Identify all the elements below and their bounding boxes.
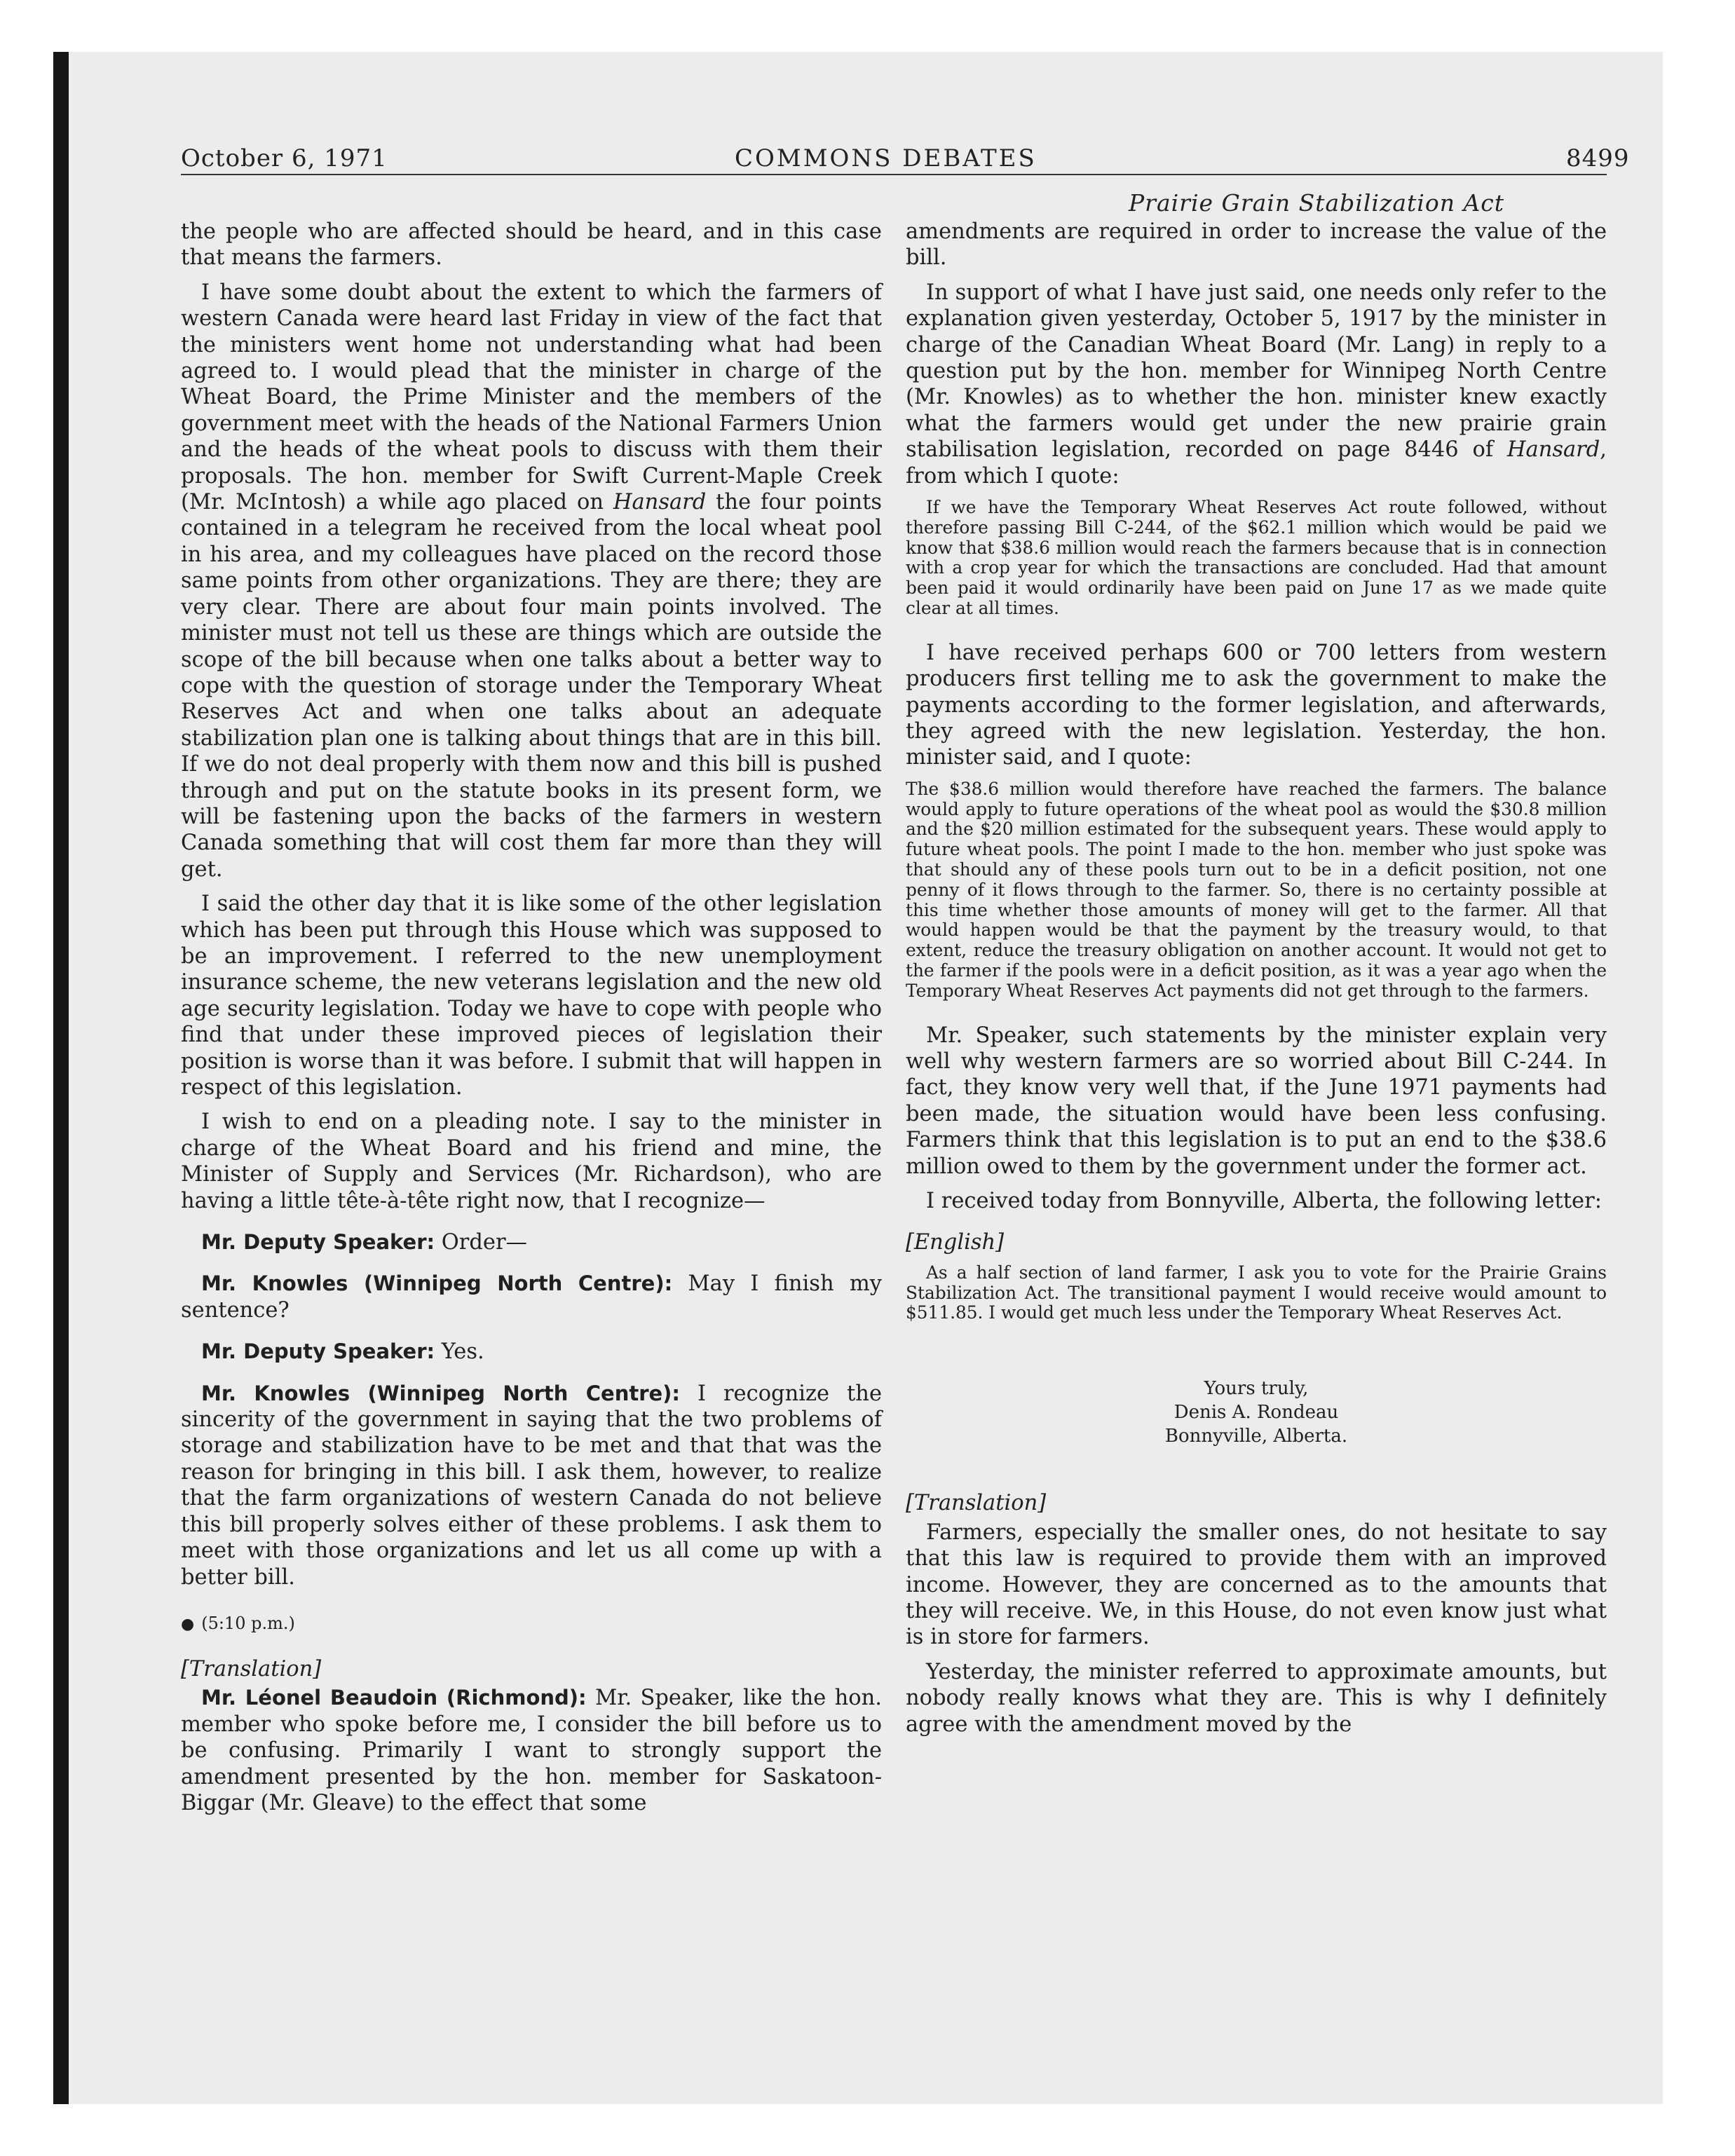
letter-quote: As a half section of land farmer, I ask you to vote for the Prairie Grains Stabilization Act. The transitional payment I would receive would amount to $511.85. I would get much less under the Temporary Wheat Reserves Act. — [906, 1262, 1607, 1323]
paragraph: Mr. Speaker, such statements by the minister explain very well why western farmers are so worried about Bill C-244. In fact, they know very well that, if the June 1971 payments had been made, the situation would have been less confusing. Farmers think that this legislation is to put an end to the $38.6 million owed to them by the government under the former act. — [906, 1023, 1607, 1179]
text-run: the four points contained in a telegram he received from the local wheat pool in his area, and my colleagues have placed on the record those same points from other organizations. They are there; they are very clear. There are about four main points involved. The minister must not tell us these are things which are outside the scope of the bill because when one talks about a better way to cope with the question of storage under the Temporary Wheat Reserves Act and when one talks about an adequate stabilization plan one is talking about things that are in this bill. If we do not deal properly with them now and this bill is pushed through and put on the statute books in its present form, we will be fastening upon the backs of the farmers in western Canada something that will cost them far more than they will get. — [181, 490, 882, 882]
paragraph: I have received perhaps 600 or 700 letters from western producers first telling me to ask the government to make the payments according to the former legislation, and afterwards, they agreed with the new legislation. Yesterday, the hon. minister said, and I quote: — [906, 640, 1607, 770]
header-page-number: 8499 — [1566, 144, 1630, 172]
signoff-name: Denis A. Rondeau — [1173, 1402, 1339, 1424]
speaker-name: Mr. Knowles (Winnipeg North Centre): — [201, 1381, 681, 1405]
time-marker — [181, 1613, 882, 1635]
header-date: October 6, 1971 — [181, 144, 388, 172]
signoff-place: Bonnyville, Alberta. — [1164, 1426, 1348, 1447]
text-run: , from which I quote: — [906, 437, 1607, 489]
block-quote: If we have the Temporary Wheat Reserves Act route followed, without therefore passing Bill C-244, of the $62.1 million which would be paid we know that $38.6 million would reach the farmers because that is in connection with a crop year for which the transactions are concluded. Had that amount been paid it would ordinarily have been paid on June 17 as we made quite clear at all times. — [906, 497, 1607, 619]
speaker-name: Mr. Deputy Speaker: — [201, 1230, 435, 1255]
text-run: In support of what I have just said, one needs only refer to the explanation given yesterday, October 5, 1917 by the minister in charge of the Canadian Wheat Board (Mr. Lang) in reply to a question put by the hon. member for Winnipeg North Centre (Mr. Knowles) as to whether the hon. minister knew exactly what the farmers would get under the new prairie grain stabilisation legislation, recorded on page 8446 of — [906, 280, 1607, 463]
book-spine-edge — [53, 52, 69, 2104]
header-title: COMMONS DEBATES — [735, 144, 1037, 172]
translation-label: [Translation] — [906, 1491, 1047, 1516]
speaker-name: Mr. Léonel Beaudoin (Richmond): — [201, 1686, 587, 1710]
running-head: Prairie Grain Stabilization Act — [1128, 189, 1505, 217]
speech-text: Mr. Speaker, like the hon. member who spoke before me, I consider the bill before us to be confusing. Primarily I want to strongly support the amendment presented by the hon. member for Saskatoon-Biggar (Mr. Gleave) to the effect that some — [181, 1686, 882, 1815]
header-rule — [181, 174, 1607, 175]
speech — [181, 1339, 882, 1365]
letter-signoff — [906, 1377, 1607, 1448]
paragraph: amendments are required in order to increase the value of the bill. — [906, 219, 1607, 271]
paragraph: I wish to end on a pleading note. I say to the minister in charge of the Wheat Board and his friend and mine, the Minister of Supply and Services (Mr. Richardson), who are having a little tête-à-tête right now, that I recognize— — [181, 1110, 882, 1213]
speech-text: May I finish my sentence? — [181, 1271, 882, 1323]
right-column — [906, 219, 1607, 1746]
speech-text: Order— — [435, 1230, 528, 1255]
document-page — [69, 52, 1663, 2104]
translation-label: [Translation] — [181, 1656, 322, 1681]
speech-text: Yes. — [435, 1339, 484, 1365]
paragraph: the people who are affected should be heard, and in this case that means the farmers. — [181, 219, 882, 271]
paragraph: I said the other day that it is like some of the other legislation which has been put through this House which was supposed to be an improvement. I referred to the new unemployment insurance scheme, the new veterans legislation and the new old age security legislation. Today we have to cope with people who find that under these improved pieces of legislation their position is worse than it was before. I submit that will happen in respect of this legislation. — [181, 892, 882, 1100]
left-column — [181, 219, 882, 1824]
speech — [181, 1229, 882, 1255]
speech-text: I recognize the sincerity of the government in saying that the two problems of storage and stabilization have to be met and that that was the reason for bringing in this bill. I ask them, however, to realize that the farm organizations of western Canada do not believe this bill properly solves either of these problems. I ask them to meet with those organizations and let us all come up with a better bill. — [181, 1381, 882, 1590]
speaker-name: Mr. Deputy Speaker: — [201, 1339, 435, 1364]
signoff-closing: Yours truly, — [1204, 1378, 1309, 1400]
paragraph: Yesterday, the minister referred to approximate amounts, but nobody really knows what they are. This is why I definitely agree with the amendment moved by the — [906, 1659, 1607, 1737]
speech — [181, 1271, 882, 1323]
block-quote: The $38.6 million would therefore have reached the farmers. The balance would apply to future operations of the wheat pool as would the $30.8 million and the $20 million estimated for the subsequent years. These would apply to future wheat pools. The point I made to the hon. member who just spoke was that should any of these pools turn out to be in a deficit position, not one penny of it flows through to the farmer. So, there is no certainty possible at this time whether those amounts of money will get to the farmer. All that would happen would be that the payment by the treasury would, to that extent, reduce the treasury obligation on another account. It would not get to the farmer if the pools were in a deficit position, as it was a year ago when the Temporary Wheat Reserves Act payments did not get through to the farmers. — [906, 778, 1607, 1001]
text-run: I have some doubt about the extent to which the farmers of western Canada were heard last Friday in view of the fact that the ministers went home not understanding what had been agreed to. I would plead that the minister in charge of the Wheat Board, the Prime Minister and the members of the government meet with the heads of the National Farmers Union and the heads of the wheat pools to discuss with them their proposals. The hon. member for Swift Current-Maple Creek (Mr. McIntosh) a while ago placed on — [181, 280, 882, 515]
italic-text: Hansard — [1506, 437, 1600, 463]
italic-text: Hansard — [613, 490, 707, 515]
time-text: (5:10 p.m.) — [201, 1613, 295, 1633]
paragraph: I received today from Bonnyville, Alberta, the following letter: — [926, 1189, 1602, 1214]
bullet-icon: ● — [181, 1615, 195, 1633]
paragraph: Farmers, especially the smaller ones, do not hesitate to say that this law is required to provide them with an improved income. However, they are concerned as to the amounts that they will receive. We, in this House, do not even know just what is in store for farmers. — [906, 1520, 1607, 1650]
speech — [181, 1685, 882, 1816]
english-label: [English] — [906, 1230, 1005, 1255]
paragraph — [906, 280, 1607, 489]
speech — [181, 1381, 882, 1590]
speaker-name: Mr. Knowles (Winnipeg North Centre): — [201, 1271, 673, 1296]
paragraph — [181, 280, 882, 882]
